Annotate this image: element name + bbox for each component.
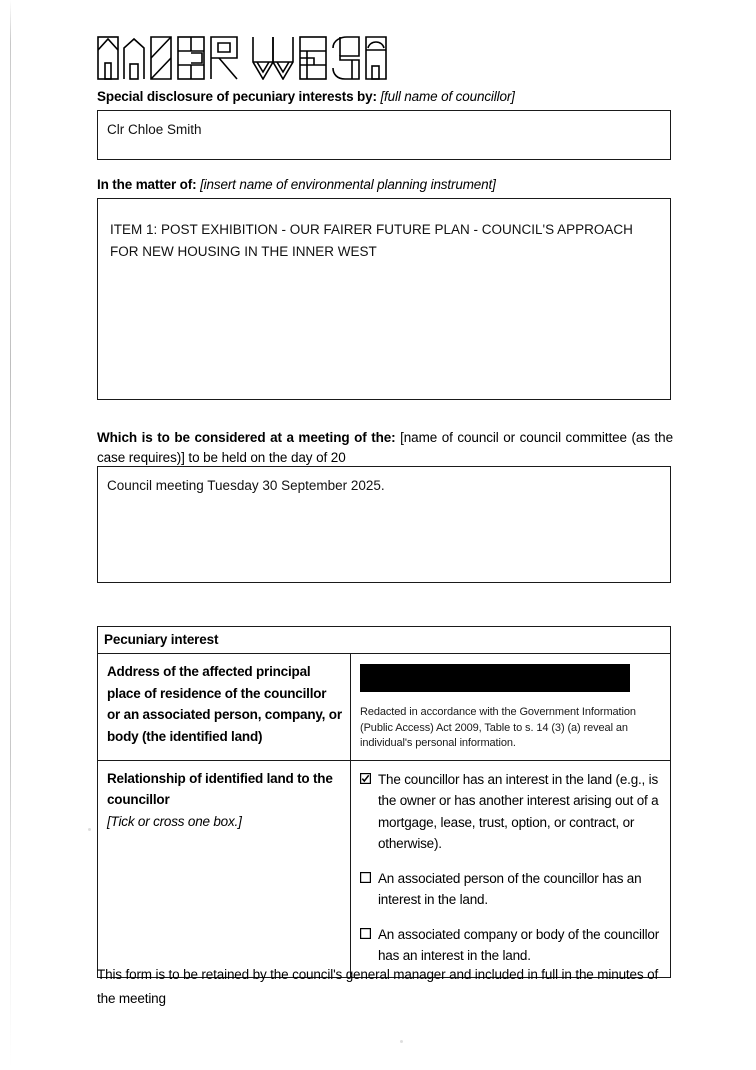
empty-checkbox-icon[interactable] <box>360 872 371 883</box>
councillor-label-bracket: [full name of councillor] <box>380 89 515 104</box>
meeting-label-bold: Which is to be considered at a meeting of the: <box>97 430 401 445</box>
matter-description-value: ITEM 1: POST EXHIBITION - OUR FAIRER FUTURE PLAN - COUNCIL'S APPROACH FOR NEW HOUSING IN THE INNER WEST <box>110 222 633 259</box>
table-row <box>98 653 670 760</box>
option-associated-company[interactable] <box>360 924 662 967</box>
option-label: An associated company or body of the councillor has an interest in the land. <box>378 926 660 963</box>
councillor-label-prefix: Special disclosure of pecuniary interests by: <box>97 89 381 104</box>
option-label: An associated person of the councillor has an interest in the land. <box>378 870 642 907</box>
scan-edge-artifact <box>10 0 11 1070</box>
checked-checkbox-icon[interactable] <box>360 773 371 784</box>
meeting-field-label <box>97 428 673 468</box>
pecuniary-interest-table <box>97 626 671 978</box>
meeting-details-value: Council meeting Tuesday 30 September 2025. <box>107 478 385 493</box>
redaction-note: Redacted in accordance with the Government Information (Public Access) Act 2009, Table to s. 14 (3) (a) reveal an individual's personal information. <box>360 706 636 749</box>
retention-footer-note: This form is to be retained by the council's general manager and included in full in the minutes of the meeting <box>97 967 659 1006</box>
councillor-field-label <box>97 88 515 105</box>
relationship-label-main: Relationship of identified land to the councillor <box>107 770 333 807</box>
option-label: The councillor has an interest in the land (e.g., is the owner or has another interest arising out of a mortgage, lease, trust, option, or contract, or otherwise). <box>378 771 659 851</box>
address-row-value <box>351 654 670 760</box>
table-header-row <box>98 627 670 653</box>
meeting-label-rest: [name of council or council committee (as the case requires)] to be held on the day of 20 <box>97 430 673 465</box>
councillor-name-value: Clr Chloe Smith <box>107 122 202 137</box>
relationship-label-italic: [Tick or cross one box.] <box>107 813 242 829</box>
empty-checkbox-icon[interactable] <box>360 928 371 939</box>
table-row <box>98 760 670 977</box>
pecuniary-interest-header: Pecuniary interest <box>104 632 219 647</box>
relationship-options <box>351 761 670 977</box>
redaction-bar <box>360 664 630 692</box>
relationship-row-label <box>98 761 351 977</box>
matter-field-label <box>97 176 496 193</box>
matter-label-prefix: In the matter of: <box>97 177 201 192</box>
option-councillor-interest[interactable] <box>360 769 662 855</box>
inner-west-logo <box>97 36 387 80</box>
option-associated-person[interactable] <box>360 868 662 911</box>
matter-label-bracket: [insert name of environmental planning instrument] <box>200 177 496 192</box>
address-row-label: Address of the affected principal place of residence of the councillor or an associated person, company, or body (the identified land) <box>98 654 351 760</box>
scan-speck <box>88 828 91 831</box>
scan-speck <box>400 1040 403 1043</box>
